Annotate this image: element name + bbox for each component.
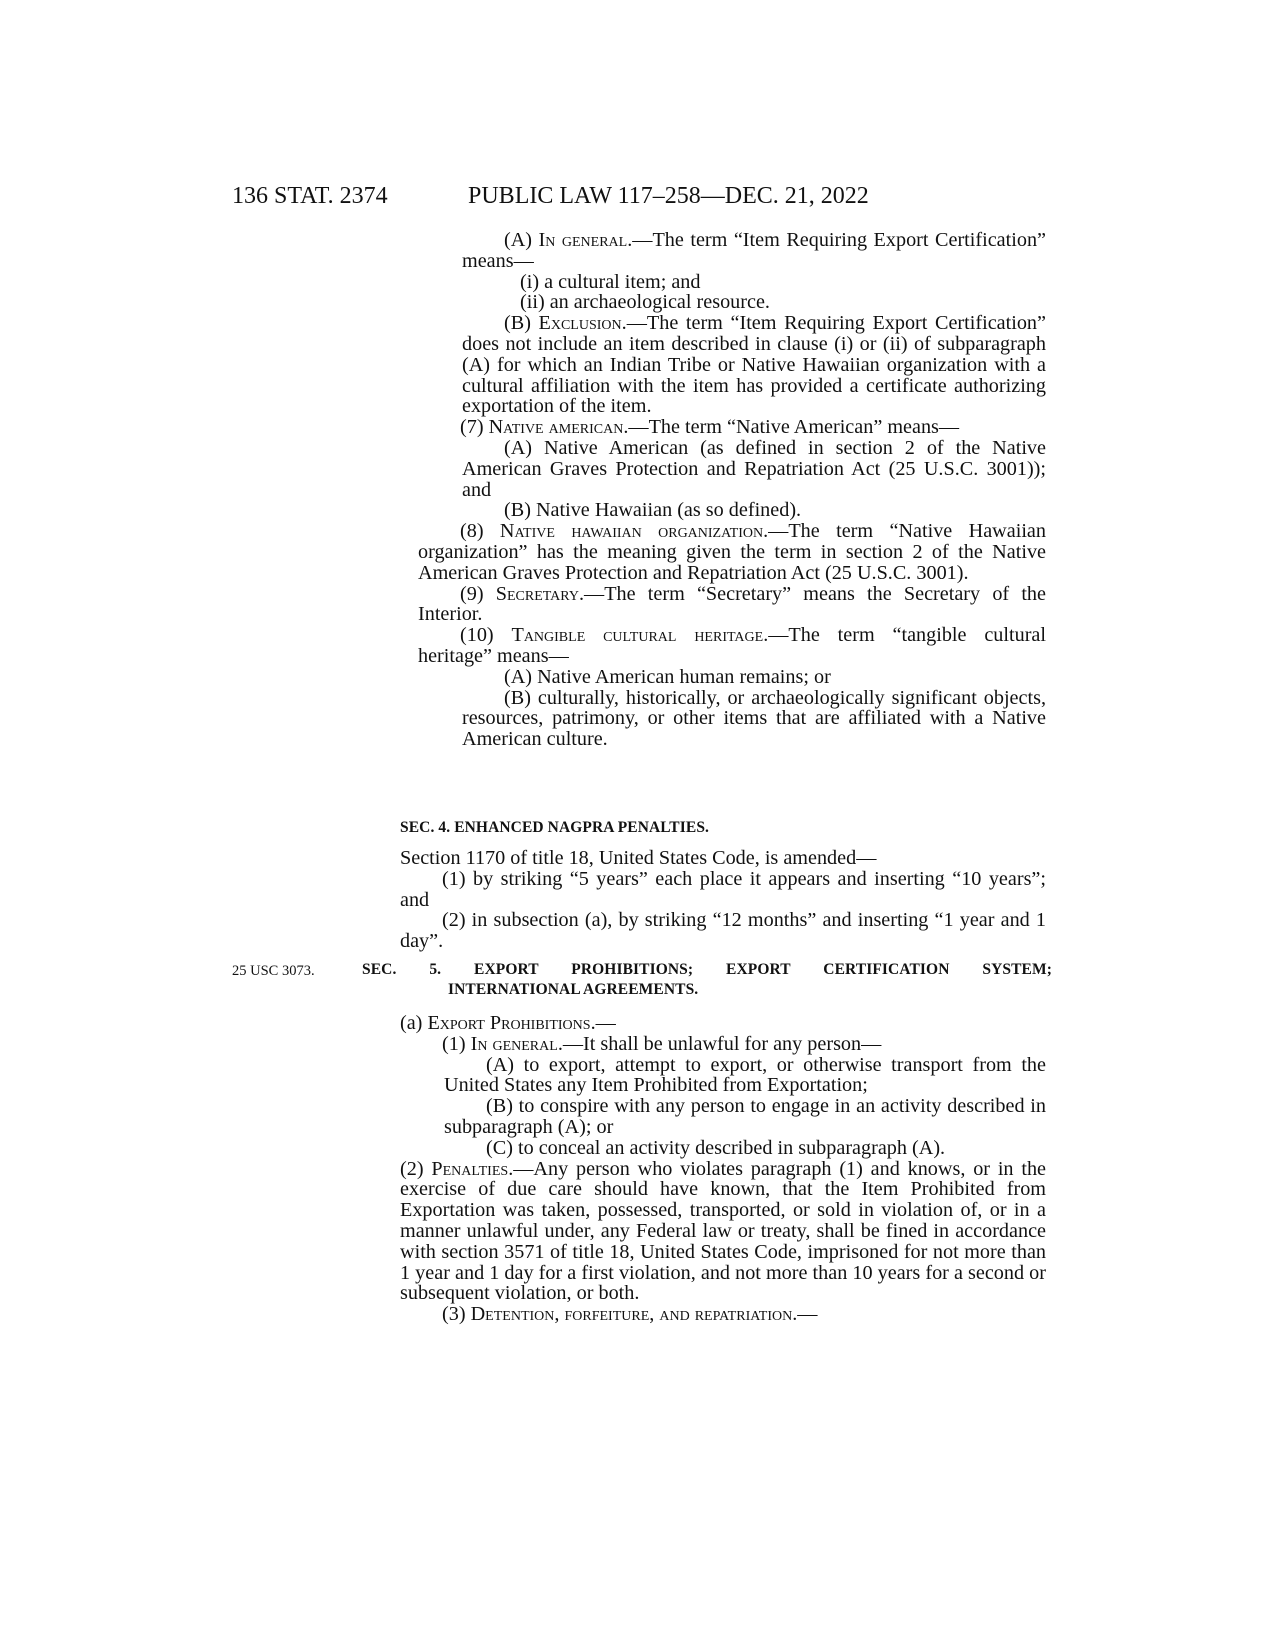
paragraph-a1B: (B) to conspire with any person to engage in an activity described in subparagraph (A); or: [444, 1095, 1046, 1138]
section-5-body: [400, 1013, 1046, 1325]
paragraph-a1A: (A) to export, attempt to export, or otherwise transport from the United States any Item Prohibited from Exportation;: [444, 1053, 1046, 1097]
subsection-a: (a) Export Prohibitions.—: [400, 1012, 616, 1034]
section-5-heading-line-1: SEC. 5. EXPORT PROHIBITIONS; EXPORT CERTIFICATION SYSTEM;: [362, 961, 1052, 978]
section-4-body: [400, 848, 1046, 952]
paragraph-9: (9) Secretary.—The term “Secretary” means the Secretary of the Interior.: [418, 582, 1046, 626]
paragraph-8: (8) Native hawaiian organization.—The term “Native Hawaiian organization” has the meaning given the term in section 2 of the Native American Graves Protection and Repatriation Act (25 U.S.C. 3001).: [418, 520, 1046, 584]
section-4-heading: SEC. 4. ENHANCED NAGPRA PENALTIES.: [400, 819, 710, 836]
section-4-item-1: (1) by striking “5 years” each place it appears and inserting “10 years”; and: [400, 867, 1046, 911]
section-5-heading-line-2: INTERNATIONAL AGREEMENTS.: [448, 981, 699, 998]
margin-citation: 25 USC 3073.: [232, 963, 315, 979]
paragraph-a3: (3) Detention, forfeiture, and repatriation.—: [442, 1303, 818, 1326]
paragraph-a2: (2) Penalties.—Any person who violates paragraph (1) and knows, or in the exercise of due care should have known, that the Item Prohibited from Exportation was taken, possessed, transported, or sold in violation of, or in a manner unlawful under, any Federal law or treaty, shall be fined in accordance with section 3571 of title 18, United States Code, imprisoned for not more than 1 year and 1 day for a first violation, and not more than 10 years for a second or subsequent violation, or both.: [400, 1157, 1046, 1305]
paragraph-7: (7) Native american.—The term “Native American” means—: [460, 416, 960, 439]
page-number-stat: 136 STAT. 2374: [232, 183, 388, 209]
section-4-item-2: (2) in subsection (a), by striking “12 months” and inserting “1 year and 1 day”.: [400, 909, 1046, 953]
paragraph-6b: (B) Exclusion.—The term “Item Requiring Export Certification” does not include an item described in clause (i) or (ii) of subparagraph (A) for which an Indian Tribe or Native Hawaiian organization with a cultural affiliation with the item has provided a certificate authorizing exportation of the item.: [462, 312, 1046, 418]
paragraph-7b: (B) Native Hawaiian (as so defined).: [504, 499, 802, 522]
clause-6a-ii: (ii) an archaeological resource.: [520, 291, 770, 314]
clause-6a-i: (i) a cultural item; and: [520, 270, 701, 293]
paragraph-10b: (B) culturally, historically, or archaeologically significant objects, resources, patrimony, or other items that are affiliated with a Native American culture.: [462, 686, 1046, 751]
section-5-heading: [362, 960, 1052, 1000]
paragraph-7a: (A) Native American (as defined in section 2 of the Native American Graves Protection and Repatriation Act (25 U.S.C. 3001)); and: [462, 436, 1046, 501]
paragraph-10a: (A) Native American human remains; or: [504, 665, 831, 688]
running-header: PUBLIC LAW 117–258—DEC. 21, 2022: [468, 183, 869, 209]
paragraph-a1C: (C) to conceal an activity described in subparagraph (A).: [486, 1136, 946, 1159]
section-4-intro: Section 1170 of title 18, United States Code, is amended—: [400, 847, 877, 869]
page-body: [418, 230, 1046, 750]
paragraph-6a: (A) In general.—The term “Item Requiring Export Certification” means—: [462, 229, 1046, 272]
paragraph-10: (10) Tangible cultural heritage.—The term “tangible cultural heritage” means—: [418, 624, 1046, 667]
paragraph-a1: (1) In general.—It shall be unlawful for any person—: [442, 1032, 882, 1055]
